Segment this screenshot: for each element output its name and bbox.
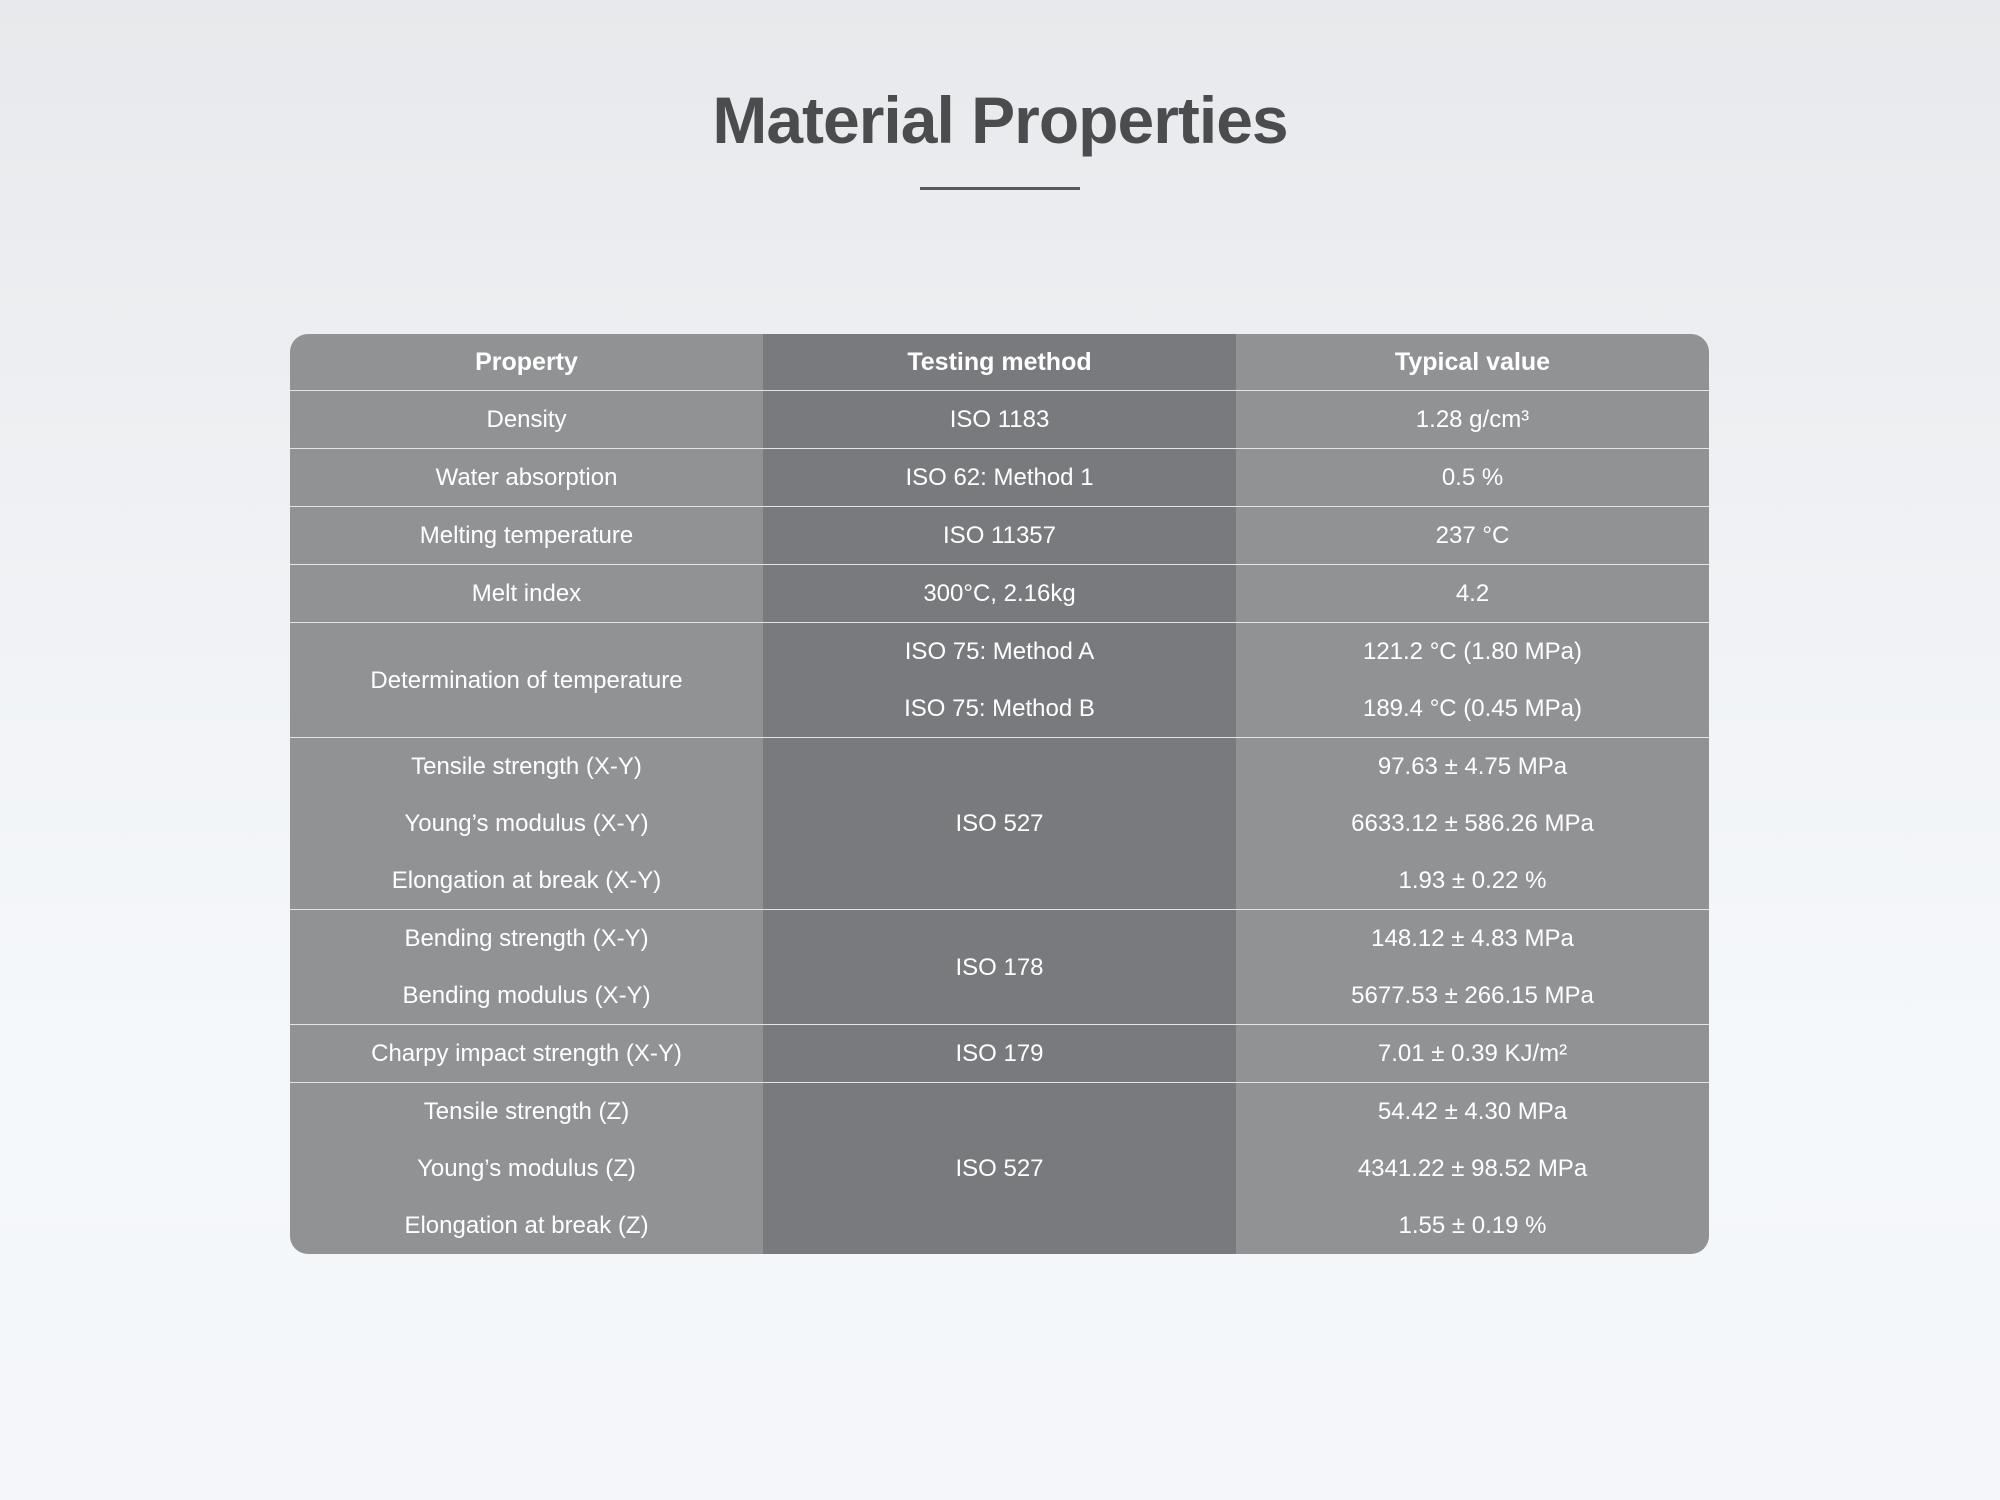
typical-value-text: 4.2 [1455, 580, 1490, 607]
testing-method-cell [763, 738, 1236, 910]
typical-value-cell [1236, 623, 1709, 738]
table-row [290, 507, 1709, 565]
property-text: Melt index [471, 580, 582, 607]
page-title: Material Properties [712, 83, 1288, 157]
testing-method-text: ISO 527 [955, 1155, 1044, 1182]
testing-method-cell [763, 565, 1236, 623]
testing-method-text: ISO 179 [955, 1040, 1044, 1067]
typical-value-text: 1.93 ± 0.22 % [1398, 867, 1547, 894]
property-text: Melting temperature [419, 522, 634, 549]
testing-method-cell [763, 449, 1236, 507]
testing-method-text: ISO 11357 [943, 522, 1056, 549]
typical-value-text: 148.12 ± 4.83 MPa [1371, 925, 1574, 952]
table-row [290, 623, 1709, 738]
property-text: Young’s modulus (Z) [417, 1155, 636, 1182]
typical-value-cell [1236, 449, 1709, 507]
table-header-row [290, 334, 1709, 391]
property-cell [290, 449, 763, 507]
testing-method-cell [763, 391, 1236, 449]
typical-value-text: 1.28 g/cm³ [1415, 406, 1530, 433]
property-cell [290, 565, 763, 623]
material-properties-table [290, 334, 1709, 1254]
typical-value-text: 7.01 ± 0.39 KJ/m² [1377, 1040, 1568, 1067]
testing-method-text: ISO 75: Method A [904, 638, 1095, 665]
testing-method-cell [763, 910, 1236, 1025]
typical-value-text: 4341.22 ± 98.52 MPa [1357, 1155, 1588, 1182]
typical-value-cell [1236, 910, 1709, 1025]
property-text: Water absorption [435, 464, 618, 491]
table-row [290, 1083, 1709, 1254]
header-property: Property [290, 334, 763, 391]
typical-value-text: 0.5 % [1441, 464, 1504, 491]
property-text: Density [486, 406, 567, 433]
testing-method-text: 300°C, 2.16kg [923, 580, 1076, 607]
property-text: Bending modulus (X-Y) [402, 982, 651, 1009]
property-text: Elongation at break (Z) [404, 1212, 649, 1239]
property-text: Bending strength (X-Y) [404, 925, 649, 952]
typical-value-text: 97.63 ± 4.75 MPa [1377, 753, 1568, 780]
table-row [290, 1025, 1709, 1083]
title-underline [920, 187, 1080, 190]
testing-method-cell [763, 1025, 1236, 1083]
testing-method-text: ISO 62: Method 1 [905, 464, 1094, 491]
table-row [290, 738, 1709, 910]
table-row [290, 449, 1709, 507]
property-cell [290, 738, 763, 910]
typical-value-text: 1.55 ± 0.19 % [1398, 1212, 1547, 1239]
property-cell [290, 623, 763, 738]
property-text: Charpy impact strength (X-Y) [371, 1040, 682, 1067]
typical-value-text: 189.4 °C (0.45 MPa) [1362, 695, 1583, 722]
typical-value-text: 237 °C [1435, 522, 1510, 549]
typical-value-text: 6633.12 ± 586.26 MPa [1351, 810, 1594, 837]
typical-value-cell [1236, 738, 1709, 910]
property-text: Young’s modulus (X-Y) [404, 810, 649, 837]
property-cell [290, 507, 763, 565]
typical-value-text: 5677.53 ± 266.15 MPa [1351, 982, 1594, 1009]
table-row [290, 910, 1709, 1025]
table-body [290, 391, 1709, 1254]
property-text: Tensile strength (Z) [423, 1098, 630, 1125]
property-cell [290, 910, 763, 1025]
property-text: Elongation at break (X-Y) [391, 867, 662, 894]
header-typical-value: Typical value [1236, 334, 1709, 391]
property-cell [290, 391, 763, 449]
property-cell [290, 1083, 763, 1254]
typical-value-cell [1236, 391, 1709, 449]
typical-value-cell [1236, 507, 1709, 565]
typical-value-text: 54.42 ± 4.30 MPa [1377, 1098, 1568, 1125]
testing-method-text: ISO 178 [955, 953, 1044, 981]
testing-method-cell [763, 1083, 1236, 1254]
typical-value-cell [1236, 565, 1709, 623]
property-cell [290, 1025, 763, 1083]
testing-method-cell [763, 623, 1236, 738]
header-testing-method: Testing method [763, 334, 1236, 391]
table-row [290, 565, 1709, 623]
testing-method-text: ISO 1183 [949, 406, 1050, 433]
property-text: Determination of temperature [370, 666, 683, 694]
table-row [290, 391, 1709, 449]
property-text: Tensile strength (X-Y) [411, 753, 642, 780]
testing-method-text: ISO 527 [955, 810, 1044, 837]
testing-method-cell [763, 507, 1236, 565]
typical-value-text: 121.2 °C (1.80 MPa) [1362, 638, 1583, 665]
typical-value-cell [1236, 1025, 1709, 1083]
testing-method-text: ISO 75: Method B [904, 695, 1095, 722]
typical-value-cell [1236, 1083, 1709, 1254]
